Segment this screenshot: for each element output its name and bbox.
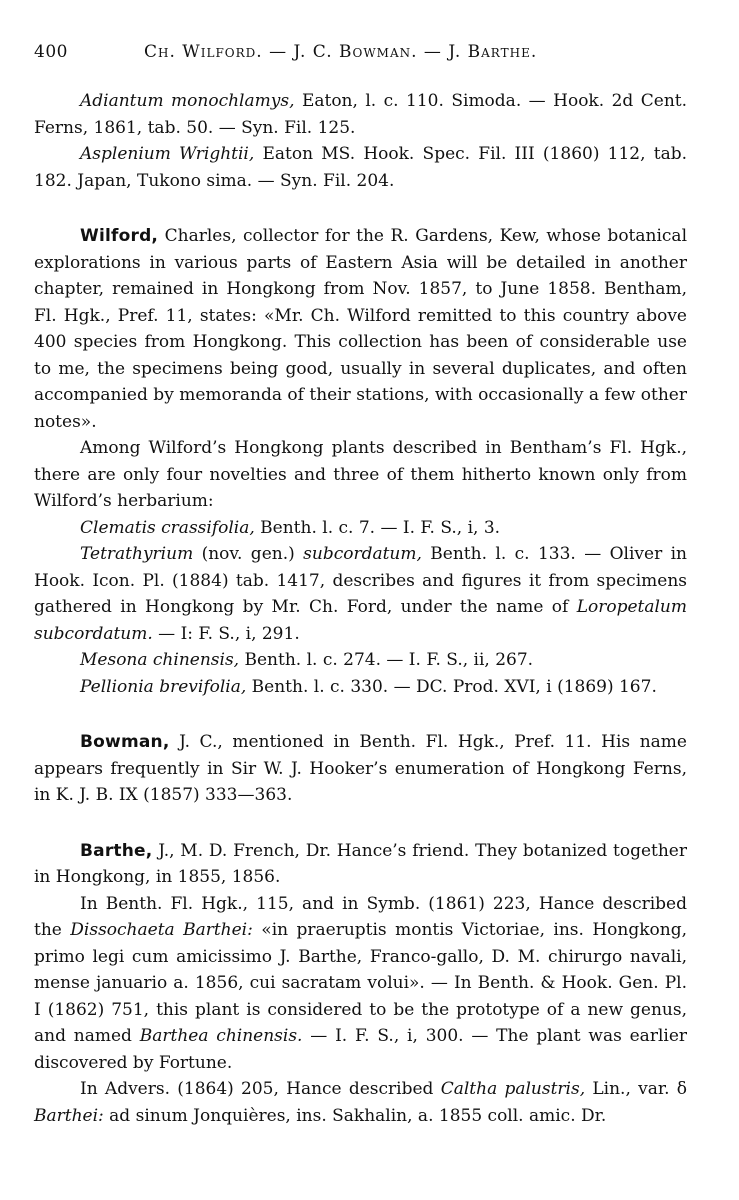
entry-text: Eaton, l. c. 110. Simoda. — Hook. 2d Cent. Ferns, 1861, tab. 50. — Syn. Fil. 125. bbox=[34, 91, 688, 138]
species-name: Mesona chinensis, bbox=[80, 650, 240, 670]
entry-text: Benth. l. c. 330. — DC. Prod. XVI, i (1869) 167. bbox=[246, 676, 657, 697]
novelty-mesona bbox=[34, 647, 687, 674]
species-name: Adiantum monochlamys, bbox=[80, 91, 295, 111]
species-name: Caltha palustris, bbox=[440, 1079, 586, 1099]
paragraph-text: In Benth. Fl. Hgk., 115, and in Symb. (1861) 223, Hance described the bbox=[34, 893, 687, 940]
paragraph-text: Lin., var. δ bbox=[585, 1079, 687, 1099]
person-name: Barthe, bbox=[80, 840, 153, 861]
paragraph-text: — I. F. S., i, 300. — The plant was earlier discovered by Fortune. bbox=[34, 1026, 688, 1073]
entry-text: Benth. l. c. 133. — Oliver in Hook. Icon. Pl. (1884) tab. 1417, describes and figures it from specimens gathered in Hongkong by Mr. Ch. Ford, under the name of bbox=[34, 544, 687, 617]
page-number: 400 bbox=[34, 42, 68, 62]
page-header bbox=[34, 42, 687, 62]
paragraph-text: Charles, collector for the R. Gardens, Kew, whose botanical explorations in various parts of Eastern Asia will be detailed in another chapter, remained in Hongkong from Nov. 1857, to June 1858. Bentham, Fl. Hgk., Pref. 11, states: «Mr. Ch. Wilford remitted to this country above 400 species from Hongkong. This collection has been of considerable use to me, the specimens being good, usually in several duplicates, and often accompanied by memoranda of their stations, with occasionally a few other notes». bbox=[34, 226, 687, 432]
entry-text: Benth. l. c. 7. — I. F. S., i, 3. bbox=[254, 517, 501, 538]
entry-text: — I: F. S., i, 291. bbox=[152, 623, 300, 644]
novelty-pellionia bbox=[34, 674, 687, 701]
species-name: Asplenium Wrightii, bbox=[80, 144, 255, 164]
paragraph-text: J. C., mentioned in Benth. Fl. Hgk., Pref. 11. His name appears frequently in Sir W. J. Hooker’s enumeration of Hongkong Ferns, in K. J. B. IX (1857) 333—363. bbox=[34, 732, 687, 805]
wilford-novelties-intro: Among Wilford’s Hongkong plants described in Bentham’s Fl. Hgk., there are only four novelties and three of them hitherto known only from Wilford’s herbarium: bbox=[34, 438, 687, 511]
novelty-clematis bbox=[34, 515, 687, 542]
species-name: Tetrathyrium bbox=[80, 544, 194, 564]
bowman-paragraph bbox=[34, 729, 687, 809]
barthe-paragraph bbox=[34, 838, 687, 891]
barthe-dissochaeta-paragraph bbox=[34, 891, 687, 1077]
species-name: Loropetalum subcordatum. bbox=[34, 597, 687, 644]
entry-adiantum bbox=[34, 88, 687, 141]
person-name: Wilford, bbox=[80, 226, 159, 246]
species-name: Dissochaeta Barthei: bbox=[70, 920, 253, 940]
species-name: Clematis crassifolia, bbox=[80, 517, 255, 538]
entry-text: (nov. gen.) bbox=[193, 544, 304, 564]
wilford-paragraph bbox=[34, 223, 687, 435]
entry-asplenium bbox=[34, 141, 687, 194]
barthe-caltha-paragraph bbox=[34, 1076, 687, 1129]
running-title: Ch. Wilford. — J. C. Bowman. — J. Barthe. bbox=[144, 42, 538, 62]
paragraph-text: «in praeruptis montis Victoriae, ins. Hongkong, primo legi cum amicissimo J. Barthe, Franco-gallo, D. M. chirurgo navali, mense januario a. 1856, cui sacratam volui». — In Benth. & Hook. Gen. Pl. I (1862) 751, this plant is considered to be the prototype of a new genus, and named bbox=[34, 920, 688, 1046]
entry-text: Eaton MS. Hook. Spec. Fil. III (1860) 112, tab. 182. Japan, Tukono sima. — Syn. Fil. 204. bbox=[34, 144, 687, 191]
paragraph-text: ad sinum Jonquières, ins. Sakhalin, a. 1855 coll. amic. Dr. bbox=[103, 1105, 607, 1126]
species-name: subcordatum, bbox=[303, 544, 422, 564]
species-name: Barthea chinensis. bbox=[139, 1026, 303, 1046]
novelty-tetrathyrium bbox=[34, 541, 687, 647]
species-name: Pellionia brevifolia, bbox=[80, 676, 247, 697]
paragraph-text: J., M. D. French, Dr. Hance’s friend. They botanized together in Hongkong, in 1855, 1856. bbox=[34, 840, 687, 887]
species-name: Barthei: bbox=[34, 1105, 104, 1126]
paragraph-text: In Advers. (1864) 205, Hance described bbox=[80, 1079, 441, 1099]
entry-text: Benth. l. c. 274. — I. F. S., ii, 267. bbox=[239, 650, 534, 670]
person-name: Bowman, bbox=[80, 732, 170, 752]
